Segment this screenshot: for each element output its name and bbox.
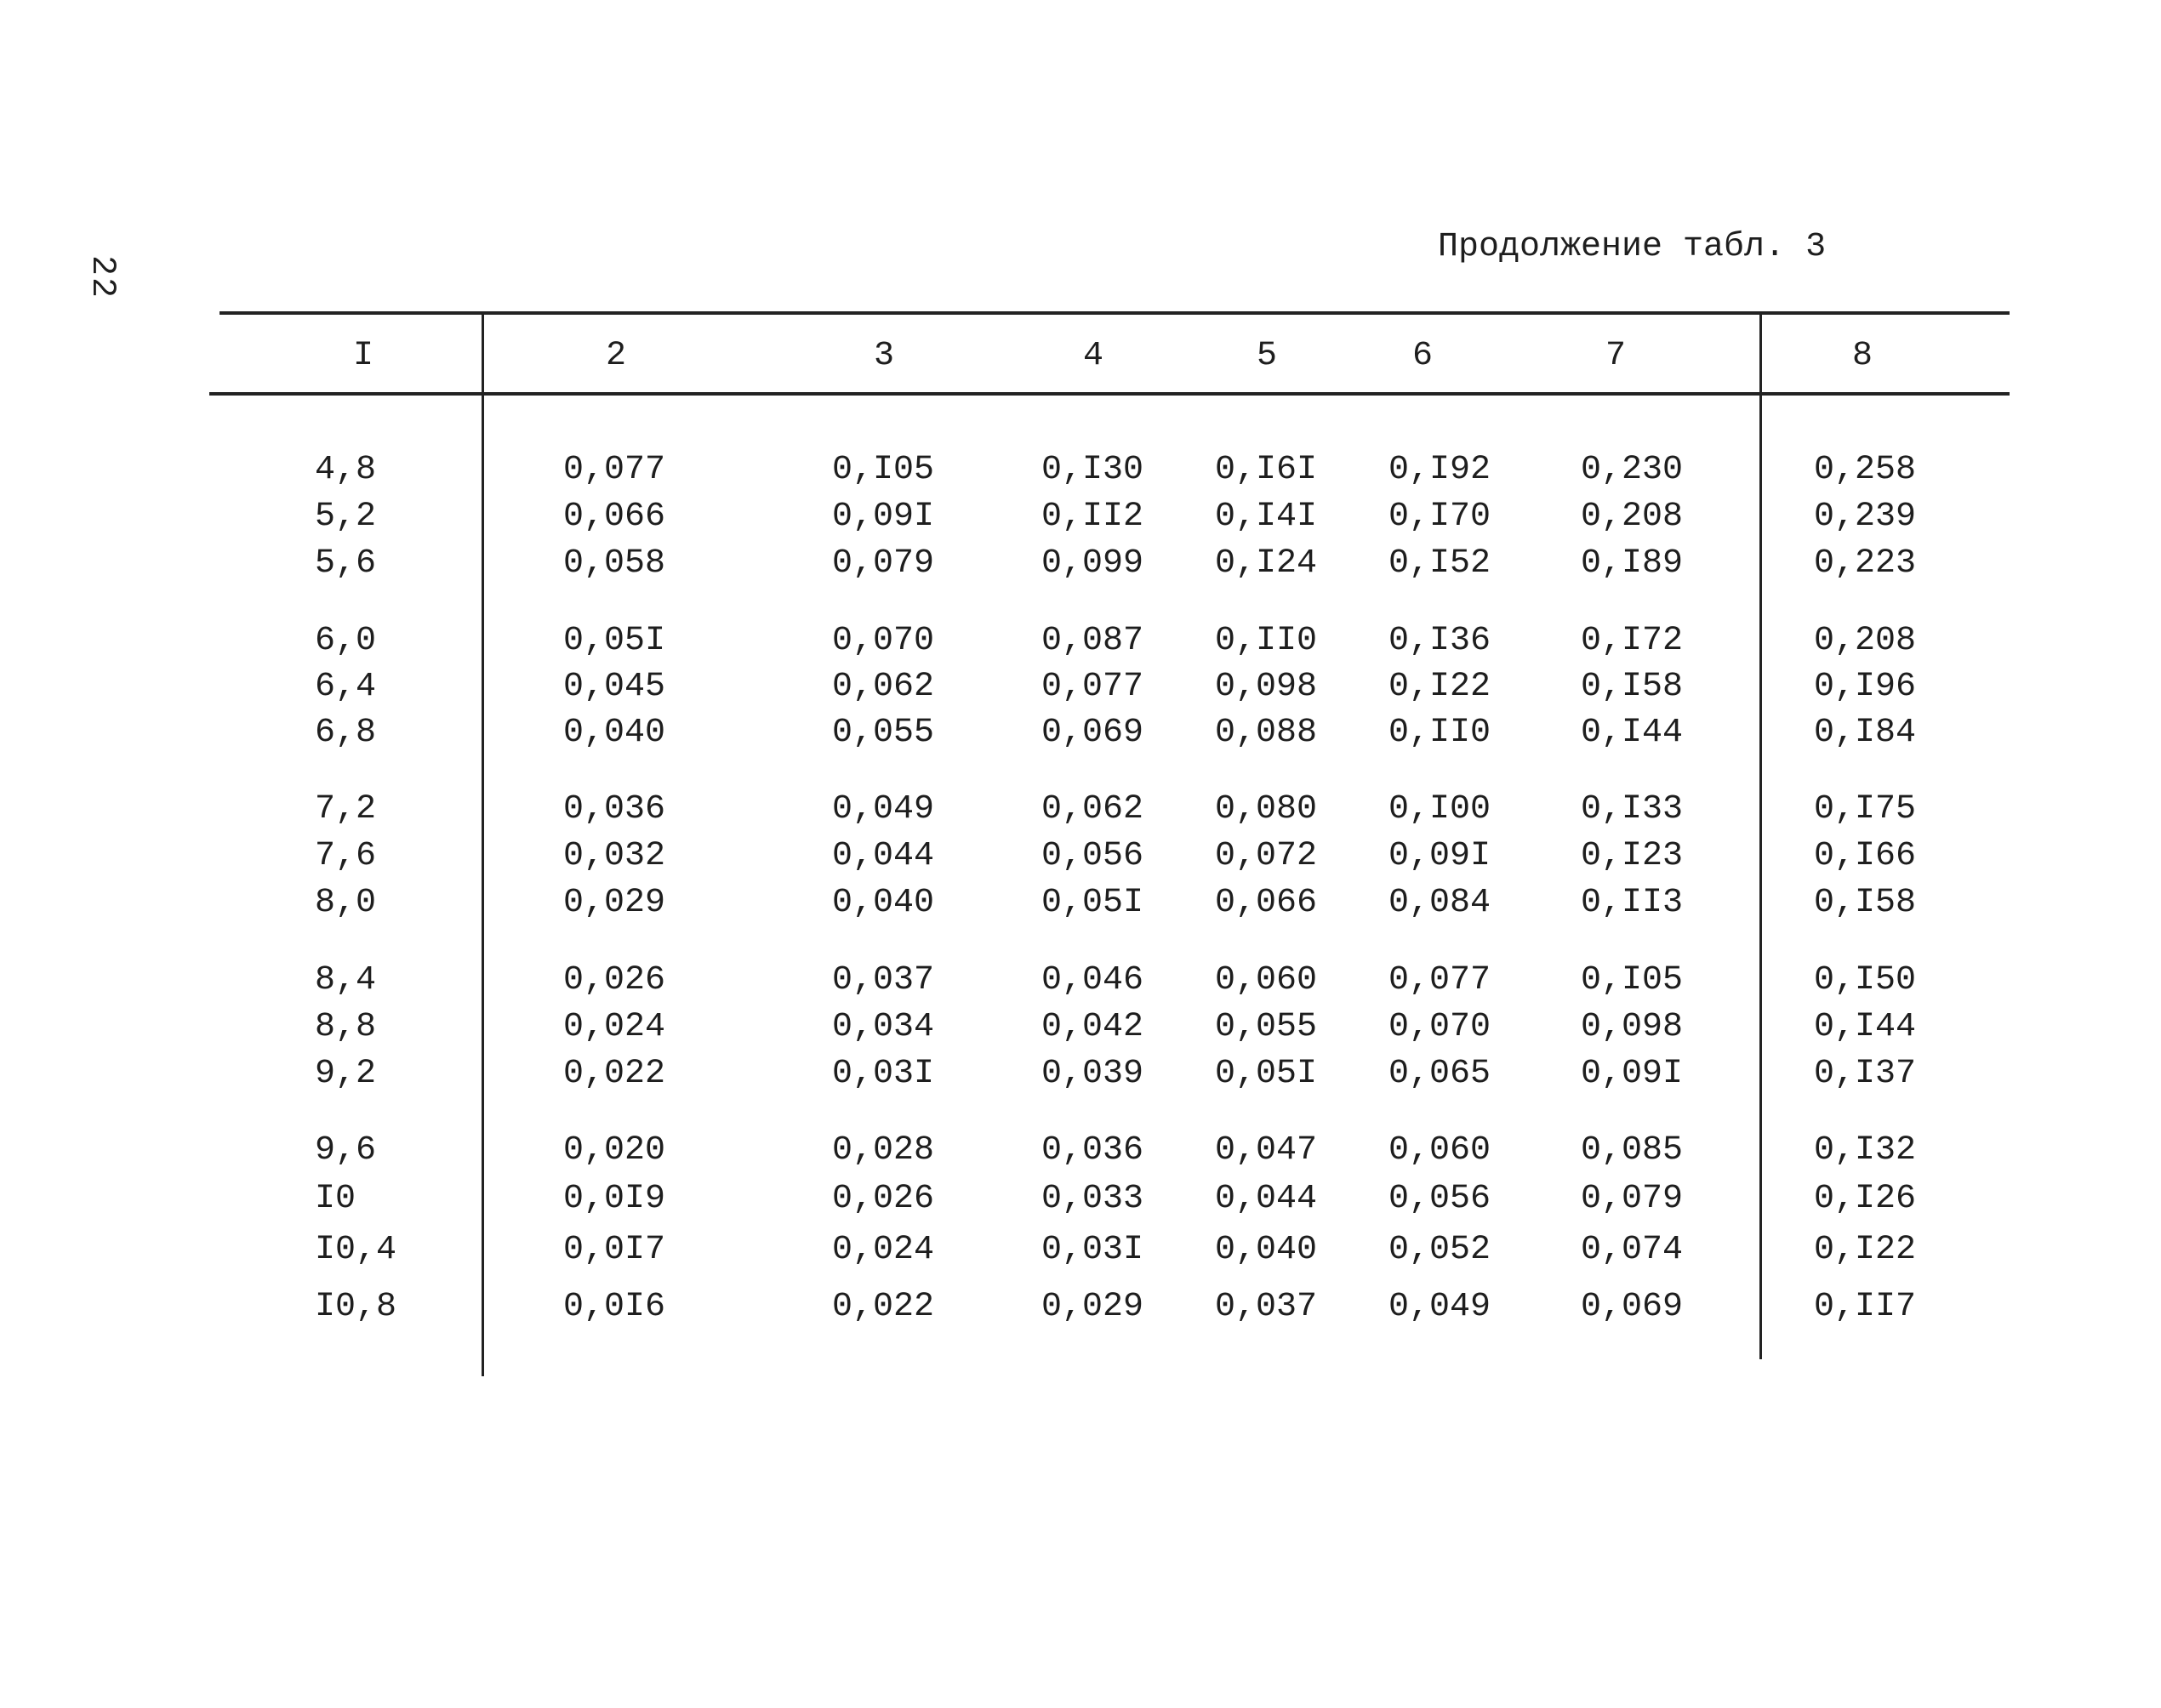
table-cell: 0,II7 [1814, 1288, 1917, 1326]
table-cell: 0,230 [1581, 451, 1684, 489]
table-cell: 0,09I [832, 498, 935, 536]
table-cell: 0,034 [832, 1008, 935, 1046]
table-cell: 0,072 [1215, 837, 1318, 875]
row-label-cell: 8,4 [315, 961, 377, 999]
table-cell: 0,I6I [1215, 451, 1318, 489]
table-cell: 0,056 [1041, 837, 1144, 875]
column-divider-right [1759, 315, 1762, 1359]
table-cell: 0,026 [563, 961, 666, 999]
table-cell: 0,0I6 [563, 1288, 666, 1326]
column-header: 5 [1257, 337, 1278, 375]
table-cell: 0,I44 [1814, 1008, 1917, 1046]
table-cell: 0,062 [1041, 790, 1144, 828]
table-cell: 0,032 [563, 837, 666, 875]
table-cell: 0,065 [1388, 1055, 1491, 1093]
row-label-cell: 5,6 [315, 544, 377, 583]
header-bottom-rule [209, 392, 2010, 396]
row-label-cell: 9,2 [315, 1055, 377, 1093]
table-cell: 0,I50 [1814, 961, 1917, 999]
table-cell: 0,060 [1215, 961, 1318, 999]
row-label-cell: 8,8 [315, 1008, 377, 1046]
table-cell: 0,079 [832, 544, 935, 583]
table-cell: 0,079 [1581, 1180, 1684, 1218]
row-label-cell: I0,8 [315, 1288, 397, 1326]
table-cell: 0,026 [832, 1180, 935, 1218]
table-cell: 0,I26 [1814, 1180, 1917, 1218]
column-header: 7 [1605, 337, 1627, 375]
row-label-cell: 6,0 [315, 622, 377, 660]
table-cell: 0,049 [1388, 1288, 1491, 1326]
table-cell: 0,036 [1041, 1131, 1144, 1170]
table-cell: 0,I30 [1041, 451, 1144, 489]
table-cell: 0,055 [832, 714, 935, 752]
table-cell: 0,069 [1041, 714, 1144, 752]
table-cell: 0,I00 [1388, 790, 1491, 828]
table-cell: 0,029 [1041, 1288, 1144, 1326]
table-cell: 0,05I [1041, 884, 1144, 922]
table-cell: 0,074 [1581, 1231, 1684, 1269]
table-cell: 0,052 [1388, 1231, 1491, 1269]
table-cell: 0,I37 [1814, 1055, 1917, 1093]
table-cell: 0,087 [1041, 622, 1144, 660]
table-cell: 0,080 [1215, 790, 1318, 828]
table-cell: 0,045 [563, 668, 666, 706]
table-cell: 0,040 [832, 884, 935, 922]
table-cell: 0,I05 [832, 451, 935, 489]
table-cell: 0,020 [563, 1131, 666, 1170]
table-cell: 0,077 [1041, 668, 1144, 706]
table-cell: 0,056 [1388, 1180, 1491, 1218]
table-cell: 0,I44 [1581, 714, 1684, 752]
row-label-cell: I0,4 [315, 1231, 397, 1269]
table-cell: 0,033 [1041, 1180, 1144, 1218]
row-label-cell: 9,6 [315, 1131, 377, 1170]
table-cell: 0,I05 [1581, 961, 1684, 999]
table-cell: 0,055 [1215, 1008, 1318, 1046]
table-cell: 0,09I [1581, 1055, 1684, 1093]
table-cell: 0,022 [832, 1288, 935, 1326]
table-cell: 0,044 [1215, 1180, 1318, 1218]
column-header: 3 [874, 337, 895, 375]
table-cell: 0,I89 [1581, 544, 1684, 583]
table-cell: 0,024 [563, 1008, 666, 1046]
table-cell: 0,I22 [1814, 1231, 1917, 1269]
row-label-cell: 7,6 [315, 837, 377, 875]
table-cell: 0,I66 [1814, 837, 1917, 875]
table-cell: 0,039 [1041, 1055, 1144, 1093]
table-cell: 0,066 [1215, 884, 1318, 922]
table-cell: 0,I52 [1388, 544, 1491, 583]
column-header: 4 [1083, 337, 1104, 375]
table-cell: 0,022 [563, 1055, 666, 1093]
column-header: I [353, 337, 374, 375]
table-cell: 0,058 [563, 544, 666, 583]
table-cell: 0,088 [1215, 714, 1318, 752]
row-label-cell: 4,8 [315, 451, 377, 489]
table-cell: 0,I22 [1388, 668, 1491, 706]
table-cell: 0,I33 [1581, 790, 1684, 828]
table-cell: 0,09I [1388, 837, 1491, 875]
table-cell: 0,0I7 [563, 1231, 666, 1269]
table-cell: 0,I75 [1814, 790, 1917, 828]
table-cell: 0,077 [563, 451, 666, 489]
table-cell: 0,098 [1215, 668, 1318, 706]
table-cell: 0,047 [1215, 1131, 1318, 1170]
table-cell: 0,044 [832, 837, 935, 875]
table-cell: 0,060 [1388, 1131, 1491, 1170]
table-cell: 0,I23 [1581, 837, 1684, 875]
table-cell: 0,084 [1388, 884, 1491, 922]
column-header: 8 [1852, 337, 1873, 375]
row-label-cell: 6,4 [315, 668, 377, 706]
table-caption: Продолжение табл. 3 [1438, 228, 1827, 266]
table-cell: 0,049 [832, 790, 935, 828]
page-number: 22 [83, 255, 121, 300]
table-cell: 0,223 [1814, 544, 1917, 583]
table-cell: 0,042 [1041, 1008, 1144, 1046]
column-divider-left [482, 315, 484, 1376]
table-cell: 0,I92 [1388, 451, 1491, 489]
table-cell: 0,040 [1215, 1231, 1318, 1269]
table-cell: 0,029 [563, 884, 666, 922]
table-cell: 0,I36 [1388, 622, 1491, 660]
table-cell: 0,05I [1215, 1055, 1318, 1093]
table-cell: 0,03I [832, 1055, 935, 1093]
table-cell: 0,040 [563, 714, 666, 752]
table-cell: 0,099 [1041, 544, 1144, 583]
row-label-cell: 5,2 [315, 498, 377, 536]
table-cell: 0,046 [1041, 961, 1144, 999]
column-header: 6 [1412, 337, 1434, 375]
table-top-rule [220, 311, 2010, 315]
table-cell: 0,070 [1388, 1008, 1491, 1046]
table-cell: 0,I58 [1581, 668, 1684, 706]
table-cell: 0,069 [1581, 1288, 1684, 1326]
table-cell: 0,03I [1041, 1231, 1144, 1269]
table-cell: 0,037 [1215, 1288, 1318, 1326]
table-cell: 0,024 [832, 1231, 935, 1269]
table-cell: 0,239 [1814, 498, 1917, 536]
table-cell: 0,208 [1581, 498, 1684, 536]
table-cell: 0,I70 [1388, 498, 1491, 536]
table-cell: 0,098 [1581, 1008, 1684, 1046]
table-cell: 0,028 [832, 1131, 935, 1170]
table-cell: 0,II0 [1388, 714, 1491, 752]
table-cell: 0,070 [832, 622, 935, 660]
table-cell: 0,208 [1814, 622, 1917, 660]
table-cell: 0,085 [1581, 1131, 1684, 1170]
row-label-cell: 8,0 [315, 884, 377, 922]
table-cell: 0,I32 [1814, 1131, 1917, 1170]
row-label-cell: 7,2 [315, 790, 377, 828]
column-header: 2 [606, 337, 627, 375]
table-cell: 0,I84 [1814, 714, 1917, 752]
table-cell: 0,I58 [1814, 884, 1917, 922]
table-cell: 0,077 [1388, 961, 1491, 999]
table-cell: 0,036 [563, 790, 666, 828]
row-label-cell: 6,8 [315, 714, 377, 752]
table-cell: 0,I72 [1581, 622, 1684, 660]
table-cell: 0,II3 [1581, 884, 1684, 922]
table-cell: 0,I4I [1215, 498, 1318, 536]
table-cell: 0,II0 [1215, 622, 1318, 660]
table-cell: 0,0I9 [563, 1180, 666, 1218]
table-cell: 0,037 [832, 961, 935, 999]
row-label-cell: I0 [315, 1180, 356, 1218]
table-cell: 0,II2 [1041, 498, 1144, 536]
table-cell: 0,05I [563, 622, 666, 660]
table-cell: 0,066 [563, 498, 666, 536]
table-cell: 0,I24 [1215, 544, 1318, 583]
table-cell: 0,062 [832, 668, 935, 706]
table-cell: 0,I96 [1814, 668, 1917, 706]
table-cell: 0,258 [1814, 451, 1917, 489]
